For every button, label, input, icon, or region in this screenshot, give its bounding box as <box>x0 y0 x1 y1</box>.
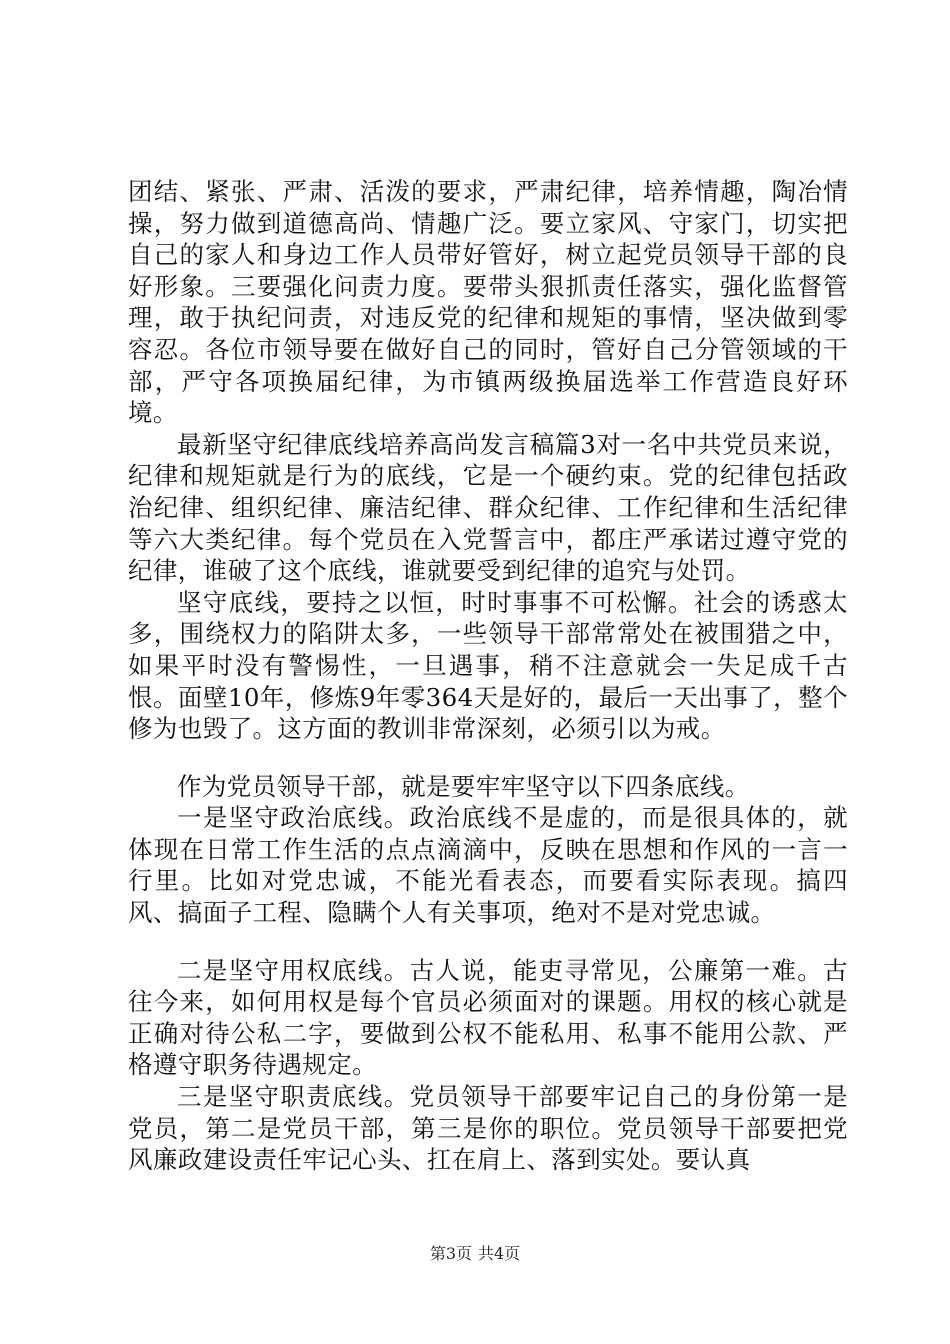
page-number: 第3页 <box>429 1244 472 1263</box>
page-total: 共4页 <box>478 1244 521 1263</box>
page-footer <box>0 1244 950 1264</box>
paragraph-1: 团结、紧张、严肃、活泼的要求，严肃纪律，培养情趣，陶冶情操，努力做到道德高尚、情趣广泛。要立家风、守家门，切实把自己的家人和身边工作人员带好管好，树立起党员领导干部的良好形象。三要强化问责力度。要带头狠抓责任落实，强化监督管理，敢于执纪问责，对违反党的纪律和规矩的事情，坚决做到零容忍。各位市领导要在做好自己的同时，管好自己分管领域的干部，严守各项换届纪律，为市镇两级换届选举工作营造良好环境。 <box>128 177 848 428</box>
paragraph-6: 二是坚守用权底线。古人说，能吏寻常见，公廉第一难。古往今来，如何用权是每个官员必须面对的课题。用权的核心就是正确对待公私二字，要做到公权不能私用、私事不能用公款、严格遵守职务待遇规定。 <box>128 955 848 1080</box>
paragraph-7: 三是坚守职责底线。党员领导干部要牢记自己的身份第一是党员，第二是党员干部，第三是你的职位。党员领导干部要把党风廉政建设责任牢记心头、扛在肩上、落到实处。要认真 <box>128 1082 848 1175</box>
paragraph-2: 最新坚守纪律底线培养高尚发言稿篇3对一名中共党员来说，纪律和规矩就是行为的底线，它是一个硬约束。党的纪律包括政治纪律、组织纪律、廉洁纪律、群众纪律、工作纪律和生活纪律等六大类纪律。每个党员在入党誓言中，都庄严承诺过遵守党的纪律，谁破了这个底线，谁就要受到纪律的追究与处罚。 <box>128 429 848 586</box>
paragraph-3: 坚守底线，要持之以恒，时时事事不可松懈。社会的诱惑太多，围绕权力的陷阱太多，一些领导干部常常处在被围猎之中，如果平时没有警惕性，一旦遇事，稍不注意就会一失足成千古恨。面壁10年，修炼9年零364天是好的，最后一天出事了，整个修为也毁了。这方面的教训非常深刻，必须引以为戒。 <box>128 587 848 744</box>
paragraph-5: 一是坚守政治底线。政治底线不是虚的，而是很具体的，就体现在日常工作生活的点点滴滴中，反映在思想和作风的一言一行里。比如对党忠诚，不能光看表态，而要看实际表现。搞四风、搞面子工程、隐瞒个人有关事项，绝对不是对党忠诚。 <box>128 803 848 928</box>
body-text <box>128 176 848 1176</box>
paragraph-4: 作为党员领导干部，就是要牢牢坚守以下四条底线。 <box>177 771 750 801</box>
